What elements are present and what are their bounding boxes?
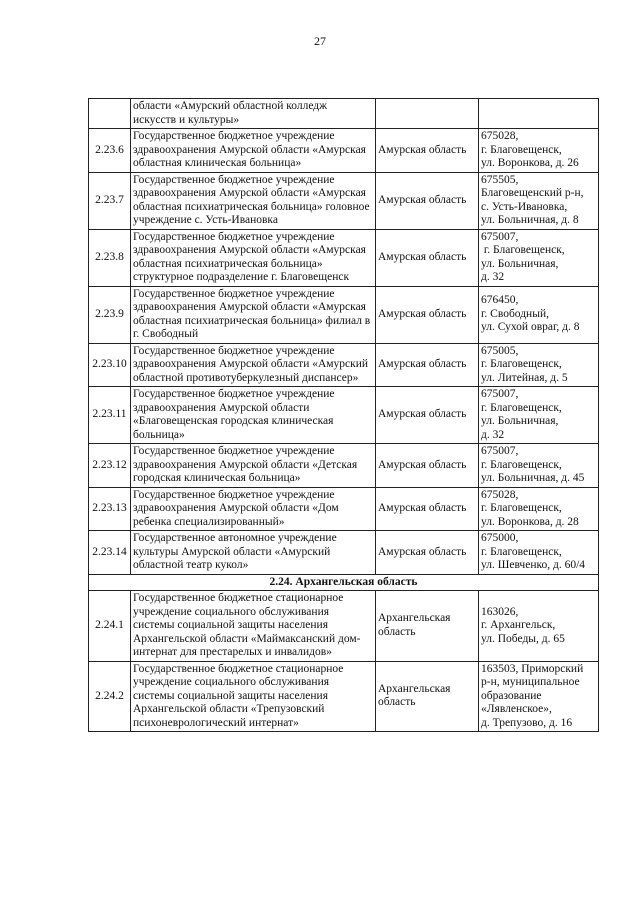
address	[479, 286, 599, 343]
table-row	[89, 229, 599, 286]
address-line: р-н, муниципальное	[481, 676, 580, 688]
address-line: ул. Больничная, д. 8	[481, 214, 579, 226]
address	[479, 172, 599, 229]
address	[479, 444, 599, 488]
address	[479, 387, 599, 444]
institution-name: Государственное бюджетное учреждение здравоохранения Амурской области «Амурская областная психиатрическая больница» головное учреждение с. Усть-Ивановка	[131, 172, 376, 229]
address-line: г. Благовещенск,	[481, 545, 562, 558]
row-number: 2.24.1	[89, 591, 131, 662]
row-number: 2.23.13	[89, 487, 131, 531]
address	[479, 591, 599, 662]
address-line: г. Благовещенск,	[481, 244, 565, 256]
address	[479, 229, 599, 286]
institution-name: области «Амурский областной колледж искусств и культуры»	[131, 99, 376, 129]
address-line: 676450,	[481, 294, 519, 307]
region: Амурская область	[376, 286, 479, 343]
table-row	[89, 661, 599, 732]
address-line: 675007,	[481, 230, 519, 243]
region: Амурская область	[376, 487, 479, 531]
address-line: Благовещенский р-н,	[481, 187, 584, 199]
address-line: 163503, Приморский	[481, 662, 584, 675]
address-line: г. Благовещенск,	[481, 358, 562, 370]
region: Амурская область	[376, 387, 479, 444]
address-line: г. Благовещенск,	[481, 143, 562, 156]
institution-name: Государственное бюджетное учреждение здравоохранения Амурской области «Амурская областная клиническая больница»	[131, 129, 376, 173]
address-line: образование	[481, 689, 542, 702]
row-number: 2.23.6	[89, 129, 131, 173]
region: Архангельская область	[376, 591, 479, 662]
region	[376, 99, 479, 129]
address-line: ул. Больничная, д. 45	[481, 472, 585, 484]
row-number: 2.23.14	[89, 531, 131, 575]
address-line: «Лявленское»,	[481, 703, 552, 715]
institution-name: Государственное бюджетное учреждение здравоохранения Амурской области «Амурская областная психиатрическая больница» структурное подразделение г. Благовещенск	[131, 229, 376, 286]
table-row	[89, 286, 599, 343]
address-line: г. Благовещенск,	[481, 458, 562, 471]
institution-name: Государственное бюджетное стационарное учреждение социального обслуживания системы социальной защиты населения Архангельской области «Трепузовский психоневрологический интернат»	[131, 661, 376, 732]
address-line: ул. Воронкова, д. 28	[481, 515, 579, 528]
row-number: 2.23.11	[89, 387, 131, 444]
section-row	[89, 574, 599, 591]
address-line: ул. Воронкова, д. 26	[481, 157, 579, 169]
table-row	[89, 487, 599, 531]
address-line: 675005,	[481, 344, 519, 357]
institution-name: Государственное бюджетное учреждение здравоохранения Амурской области «Амурский областной противотуберкулезный диспансер»	[131, 343, 376, 387]
address-line: 675028,	[481, 130, 519, 142]
address-line: г. Благовещенск,	[481, 502, 562, 514]
address-line: д. 32	[481, 271, 505, 283]
region: Амурская область	[376, 129, 479, 173]
address-line: д. Трепузово, д. 16	[481, 716, 573, 729]
institution-name: Государственное бюджетное учреждение здравоохранения Амурской области «Амурская областная психиатрическая больница» филиал в г. Свободный	[131, 286, 376, 343]
address	[479, 99, 599, 129]
table-row	[89, 99, 599, 129]
address-line: ул. Литейная, д. 5	[481, 371, 568, 384]
row-number: 2.23.8	[89, 229, 131, 286]
address	[479, 661, 599, 732]
address-line: ул. Сухой овраг, д. 8	[481, 321, 580, 334]
table-row	[89, 129, 599, 173]
address	[479, 129, 599, 173]
table-row	[89, 444, 599, 488]
address-line: 163026,	[481, 605, 519, 618]
row-number: 2.24.2	[89, 661, 131, 732]
institution-name: Государственное бюджетное учреждение здравоохранения Амурской области «Детская городская клиническая больница»	[131, 444, 376, 488]
row-number: 2.23.10	[89, 343, 131, 387]
address-line: 675028,	[481, 488, 519, 501]
table-row	[89, 172, 599, 229]
institutions-table	[88, 98, 599, 732]
region: Амурская область	[376, 444, 479, 488]
address	[479, 531, 599, 575]
address-line: д. 32	[481, 428, 505, 441]
region: Амурская область	[376, 531, 479, 575]
row-number: 2.23.7	[89, 172, 131, 229]
address	[479, 343, 599, 387]
address-line: 675000,	[481, 532, 519, 544]
address-line: 675505,	[481, 173, 519, 186]
row-number	[89, 99, 131, 129]
address-line: г. Архангельск,	[481, 619, 556, 631]
region: Амурская область	[376, 172, 479, 229]
address-line: г. Свободный,	[481, 307, 549, 320]
address-line: ул. Больничная,	[481, 415, 559, 427]
institution-name: Государственное автономное учреждение культуры Амурской области «Амурский областной театр кукол»	[131, 531, 376, 575]
institution-name: Государственное бюджетное стационарное учреждение социального обслуживания системы социальной защиты населения Архангельской области «Маймаксанский дом-интернат для престарелых и инвалидов»	[131, 591, 376, 662]
institution-name: Государственное бюджетное учреждение здравоохранения Амурской области «Благовещенская городская клиническая больница»	[131, 387, 376, 444]
row-number: 2.23.12	[89, 444, 131, 488]
region: Архангельская область	[376, 661, 479, 732]
address-line: г. Благовещенск,	[481, 401, 562, 414]
table-row	[89, 343, 599, 387]
table-row	[89, 591, 599, 662]
address-line: ул. Шевченко, д. 60/4	[481, 559, 586, 571]
address-line: 675007,	[481, 388, 519, 400]
table-row	[89, 531, 599, 575]
address	[479, 487, 599, 531]
address-line: 675007,	[481, 445, 519, 457]
institution-name: Государственное бюджетное учреждение здравоохранения Амурской области «Дом ребенка специализированный»	[131, 487, 376, 531]
address-line: с. Усть-Ивановка,	[481, 200, 568, 213]
row-number: 2.23.9	[89, 286, 131, 343]
region: Амурская область	[376, 343, 479, 387]
section-heading: 2.24. Архангельская область	[89, 574, 599, 591]
address-line: ул. Победы, д. 65	[481, 632, 565, 645]
address-line: ул. Больничная,	[481, 257, 559, 270]
page-number: 27	[314, 34, 326, 48]
region: Амурская область	[376, 229, 479, 286]
table-row	[89, 387, 599, 444]
